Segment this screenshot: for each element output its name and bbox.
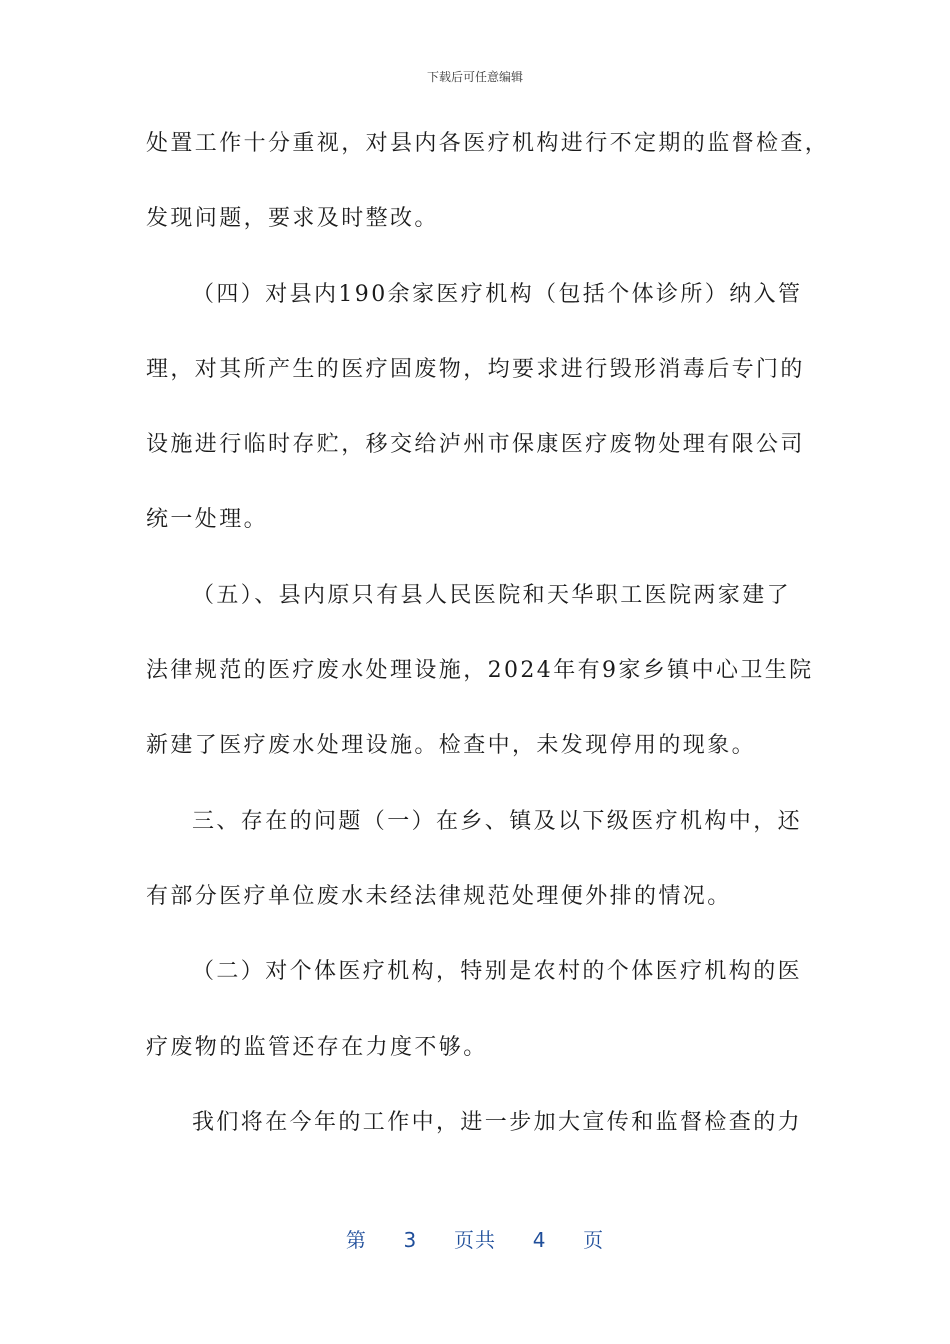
footer-label-page: 第 bbox=[345, 1228, 367, 1252]
paragraph-line: 理，对其所产生的医疗固废物，均要求进行毁形消毒后专门的 bbox=[146, 356, 805, 382]
footer-total-pages: 4 bbox=[532, 1228, 547, 1252]
document-body bbox=[146, 118, 830, 1172]
paragraph-line: （五）、县内原只有县人民医院和天华职工医院两家建了 bbox=[192, 582, 792, 608]
paragraph-line: 疗废物的监管还存在力度不够。 bbox=[146, 1034, 488, 1060]
paragraph-line: 法律规范的医疗废水处理设施，2024年有9家乡镇中心卫生院 bbox=[146, 658, 814, 684]
paragraph-line: 新建了医疗废水处理设施。检查中，未发现停用的现象。 bbox=[146, 733, 757, 759]
paragraph-line: 发现问题，要求及时整改。 bbox=[146, 206, 439, 232]
page-footer bbox=[0, 1224, 950, 1253]
footer-current-page: 3 bbox=[403, 1228, 418, 1252]
paragraph-line: 我们将在今年的工作中，进一步加大宣传和监督检查的力 bbox=[192, 1109, 803, 1135]
paragraph-line: 设施进行临时存贮，移交给泸州市保康医疗废物处理有限公司 bbox=[146, 432, 805, 458]
paragraph-line: （二）对个体医疗机构，特别是农村的个体医疗机构的医 bbox=[192, 959, 803, 985]
paragraph-line: 有部分医疗单位废水未经法律规范处理便外排的情况。 bbox=[146, 883, 732, 909]
paragraph-line: 统一处理。 bbox=[146, 507, 269, 533]
paragraph-line: 三、存在的问题（一）在乡、镇及以下级医疗机构中，还 bbox=[192, 808, 803, 834]
paragraph-line: 处置工作十分重视，对县内各医疗机构进行不定期的监督检查， bbox=[146, 131, 830, 156]
footer-label-of: 页共 bbox=[454, 1228, 496, 1252]
header-note: 下载后可任意编辑 bbox=[426, 70, 523, 84]
footer-label-end: 页 bbox=[583, 1228, 605, 1252]
paragraph-line: （四）对县内190余家医疗机构（包括个体诊所）纳入管 bbox=[192, 281, 803, 307]
